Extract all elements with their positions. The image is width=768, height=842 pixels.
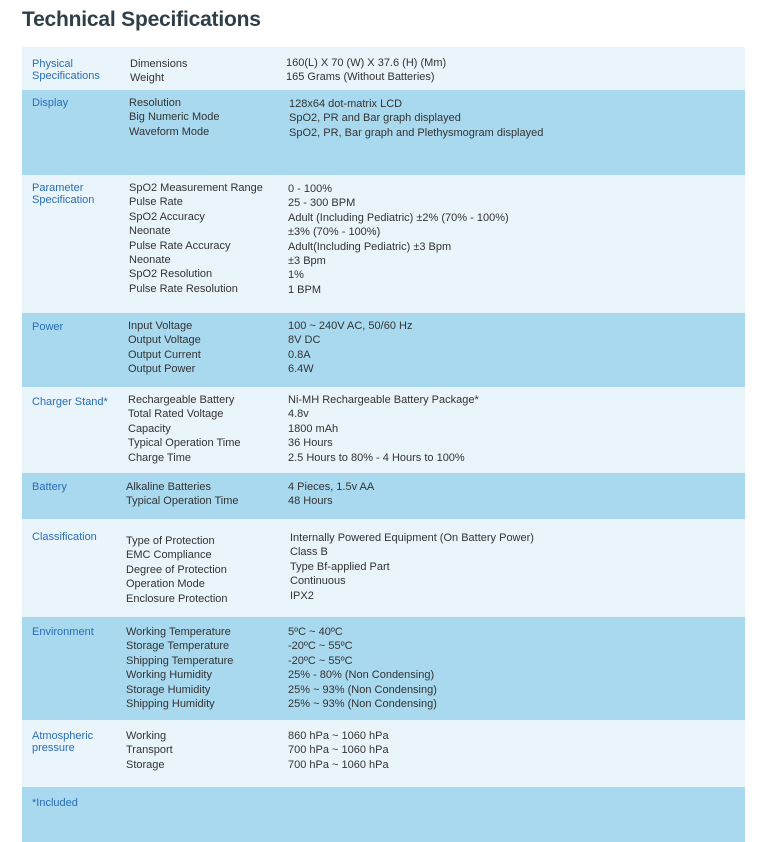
section-category <box>32 626 124 638</box>
spec-label: Degree of Protection <box>126 563 227 576</box>
spec-label: Working Temperature <box>126 626 231 638</box>
spec-value: 165 Grams (Without Batteries) <box>286 71 435 84</box>
spec-label: Output Voltage <box>128 334 201 347</box>
spec-value: Type Bf-applied Part <box>290 560 390 573</box>
category-line: pressure <box>32 742 75 754</box>
spec-section <box>22 473 745 519</box>
spec-label: Operation Mode <box>126 578 205 591</box>
spec-value: 1 BPM <box>288 283 322 296</box>
spec-value: -20ºC ~ 55ºC <box>288 640 353 653</box>
spec-labels <box>128 393 288 465</box>
category-line: Classification <box>32 531 97 543</box>
spec-value: IPX2 <box>290 589 314 602</box>
category-line: Battery <box>32 481 67 493</box>
spec-label: SpO2 Accuracy <box>129 210 205 223</box>
category-line: Display <box>32 97 69 109</box>
spec-label: Pulse Rate Accuracy <box>129 239 231 252</box>
spec-label: Output Current <box>128 348 201 361</box>
spec-section <box>22 47 745 90</box>
spec-label: Transport <box>126 744 173 757</box>
section-category <box>32 58 124 82</box>
spec-label: Input Voltage <box>128 320 193 332</box>
spec-label: EMC Compliance <box>126 549 212 562</box>
category-line: Specification <box>32 194 95 206</box>
spec-section <box>22 387 745 473</box>
spec-value: 8V DC <box>288 334 321 347</box>
section-category <box>32 797 124 809</box>
spec-value: 4.8v <box>288 408 309 421</box>
spec-label: Typical Operation Time <box>128 437 241 450</box>
spec-values <box>288 625 738 711</box>
spec-label: Working <box>126 730 167 742</box>
spec-value: Internally Powered Equipment (On Battery Power) <box>290 532 534 544</box>
spec-value: SpO2, PR, Bar graph and Plethysmogram displayed <box>289 126 544 139</box>
section-category <box>32 531 124 543</box>
spec-label: Storage Temperature <box>126 640 230 653</box>
spec-section <box>22 787 745 842</box>
spec-label: Rechargeable Battery <box>128 394 235 406</box>
spec-value: 860 hPa ~ 1060 hPa <box>288 730 389 742</box>
section-category <box>32 730 124 754</box>
spec-label: SpO2 Resolution <box>129 268 213 281</box>
spec-label: Typical Operation Time <box>126 495 239 508</box>
spec-value: Adult (Including Pediatric) ±2% (70% - 100%) <box>288 211 509 224</box>
spec-section <box>22 90 745 175</box>
spec-label: Big Numeric Mode <box>129 111 220 124</box>
spec-value: 25% ~ 93% (Non Condensing) <box>288 683 437 696</box>
spec-label: Total Rated Voltage <box>128 408 224 421</box>
spec-value: 2.5 Hours to 80% - 4 Hours to 100% <box>288 451 465 464</box>
spec-label: Neonate <box>129 225 171 238</box>
spec-value: 25 - 300 BPM <box>288 197 356 210</box>
spec-label: Working Humidity <box>126 669 212 682</box>
spec-value: 100 ~ 240V AC, 50/60 Hz <box>288 320 413 332</box>
spec-section <box>22 720 745 787</box>
spec-value: 36 Hours <box>288 437 333 450</box>
spec-value: 1800 mAh <box>288 422 339 435</box>
spec-label: Capacity <box>128 422 171 435</box>
category-line: Atmospheric <box>32 730 94 742</box>
spec-label: Storage <box>126 758 165 771</box>
spec-label: Neonate <box>129 253 171 266</box>
spec-label: Pulse Rate <box>129 196 183 209</box>
spec-values <box>288 480 738 509</box>
spec-values <box>289 97 739 140</box>
spec-values <box>288 319 738 377</box>
spec-value: Ni-MH Rechargeable Battery Package* <box>288 394 479 406</box>
spec-value: 25% ~ 93% (Non Condensing) <box>288 697 437 710</box>
spec-values <box>290 531 740 603</box>
spec-value: 48 Hours <box>288 495 333 508</box>
spec-value: -20ºC ~ 55ºC <box>288 654 353 667</box>
spec-label: Charge Time <box>128 451 191 464</box>
spec-label: Dimensions <box>130 58 188 70</box>
section-category <box>32 481 124 493</box>
section-category <box>32 396 124 408</box>
spec-value: 0 - 100% <box>288 183 333 195</box>
spec-value: 25% - 80% (Non Condensing) <box>288 669 435 682</box>
spec-value: 128x64 dot-matrix LCD <box>289 98 403 110</box>
spec-labels <box>126 534 286 606</box>
spec-label: Resolution <box>129 97 181 109</box>
spec-label: Pulse Rate Resolution <box>129 282 238 295</box>
spec-value: 160(L) X 70 (W) X 37.6 (H) (Mm) <box>286 57 447 69</box>
spec-labels <box>126 480 286 509</box>
spec-label: Output Power <box>128 363 196 376</box>
category-line: Power <box>32 321 64 333</box>
category-line: Environment <box>32 626 94 638</box>
spec-value: 4 Pieces, 1.5v AA <box>288 481 375 493</box>
spec-label: Shipping Humidity <box>126 697 215 710</box>
category-line: Physical <box>32 58 73 70</box>
spec-value: SpO2, PR and Bar graph displayed <box>289 112 461 125</box>
spec-label: Storage Humidity <box>126 683 211 696</box>
spec-label: Enclosure Protection <box>126 592 228 605</box>
category-line: Specifications <box>32 70 100 82</box>
category-line: Parameter <box>32 182 84 194</box>
spec-label: Alkaline Batteries <box>126 481 211 493</box>
spec-labels <box>126 625 286 711</box>
spec-label: Type of Protection <box>126 535 215 547</box>
spec-values <box>288 393 738 465</box>
spec-labels <box>129 96 289 139</box>
spec-section <box>22 313 745 387</box>
page-title: Technical Specifications <box>22 8 261 31</box>
spec-value: Continuous <box>290 575 346 588</box>
category-line: Charger Stand* <box>32 396 108 408</box>
spec-value: 0.8A <box>288 348 311 361</box>
spec-value: Adult(Including Pediatric) ±3 Bpm <box>288 240 452 253</box>
category-line: *Included <box>32 797 78 809</box>
spec-labels <box>129 181 289 296</box>
spec-section <box>22 617 745 720</box>
spec-section <box>22 519 745 617</box>
section-category <box>32 321 124 333</box>
spec-label: SpO2 Measurement Range <box>129 182 263 194</box>
spec-label: Weight <box>130 72 165 85</box>
spec-value: 5ºC ~ 40ºC <box>288 626 343 638</box>
section-category <box>32 182 124 206</box>
spec-label: Shipping Temperature <box>126 654 234 667</box>
spec-label: Waveform Mode <box>129 125 210 138</box>
spec-value: 6.4W <box>288 363 314 376</box>
spec-value: 700 hPa ~ 1060 hPa <box>288 744 389 757</box>
spec-section <box>22 175 745 313</box>
spec-values <box>286 56 736 85</box>
section-category <box>32 97 124 109</box>
spec-labels <box>128 319 288 377</box>
spec-value: 1% <box>288 269 304 282</box>
spec-labels <box>126 729 286 772</box>
spec-labels <box>130 57 290 86</box>
spec-values <box>288 182 738 297</box>
spec-values <box>288 729 738 772</box>
spec-value: Class B <box>290 546 328 559</box>
spec-value: ±3 Bpm <box>288 254 326 267</box>
spec-value: ±3% (70% - 100%) <box>288 226 381 239</box>
spec-value: 700 hPa ~ 1060 hPa <box>288 758 389 771</box>
